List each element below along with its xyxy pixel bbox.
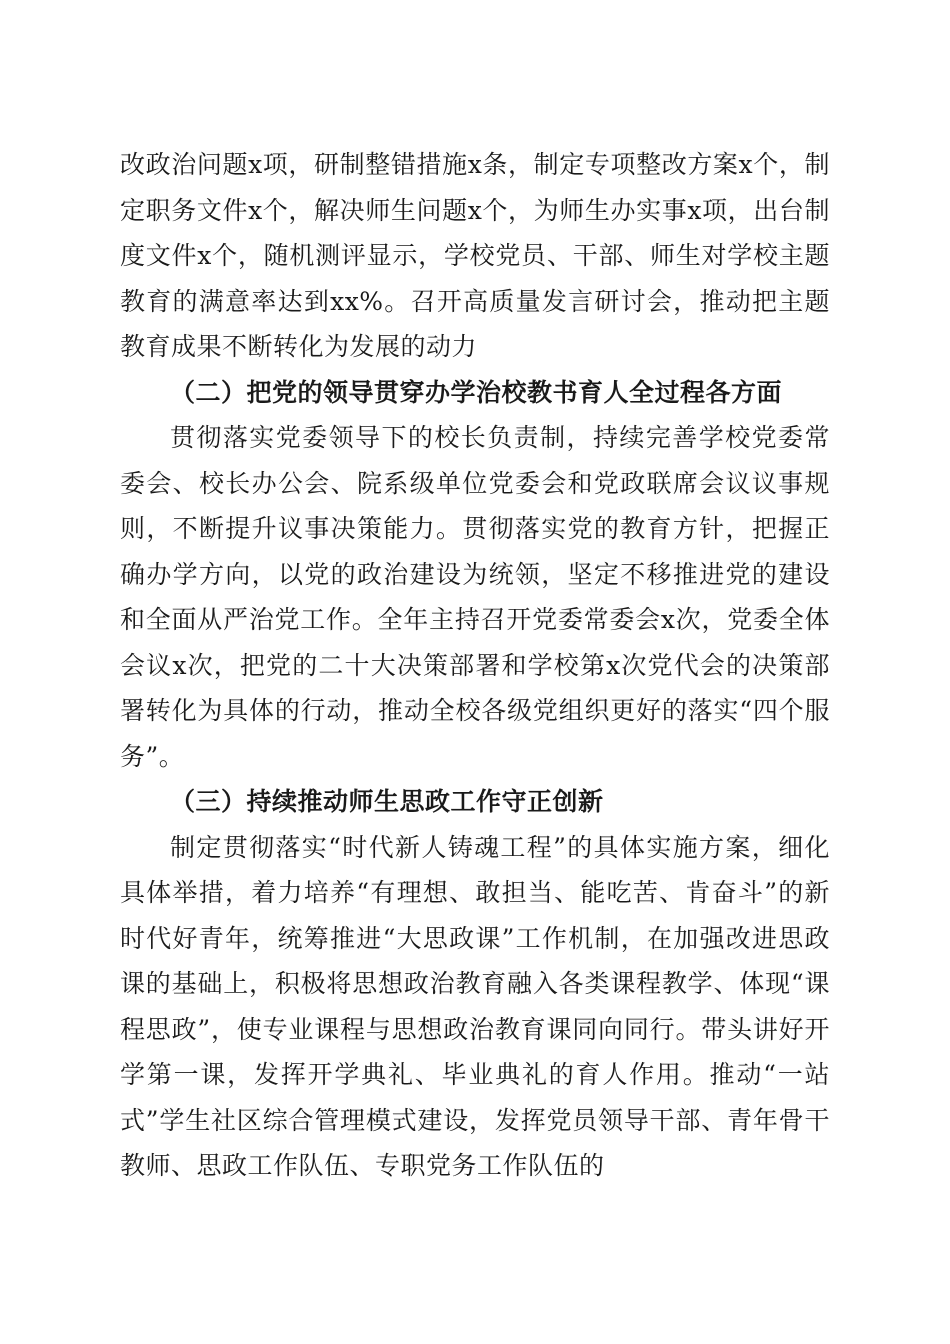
section-heading-2: （二）把党的领导贯穿办学治校教书育人全过程各方面 [170, 377, 783, 407]
paragraph-party-leadership: 贯彻落实党委领导下的校长负责制，持续完善学校党委常委会、校长办公会、院系级单位党委会和党政联席会议议事规则，不断提升议事决策能力。贯彻落实党的教育方针，把握正确办学方向，以党的政治建设为统领，坚定不移推进党的建设和全面从严治党工作。全年主持召开党委常委会x次，党委全体会议x次，把党的二十大决策部署和学校第x次党代会的决策部署转化为具体的行动，推动全校各级党组织更好的落实“四个服务”。 [120, 423, 830, 771]
paragraph-ideological-work: 制定贯彻落实“时代新人铸魂工程”的具体实施方案，细化具体举措，着力培养“有理想、敢担当、能吃苦、肯奋斗”的新时代好青年，统筹推进“大思政课”工作机制，在加强改进思政课的基础上，积极将思想政治教育融入各类课程教学、体现“课程思政”，使专业课程与思想政治教育课同向同行。带头讲好开学第一课，发挥开学典礼、毕业典礼的育人作用。推动“一站式”学生社区综合管理模式建设，发挥党员领导干部、青年骨干教师、思政工作队伍、专职党务工作队伍的 [120, 832, 830, 1180]
paragraph-continuation: 改政治问题x项，研制整错措施x条，制定专项整改方案x个，制定职务文件x个，解决师生问题x个，为师生办实事x项，出台制度文件x个，随机测评显示，学校党员、干部、师生对学校主题教育的满意率达到xx%。召开高质量发言研讨会，推动把主题教育成果不断转化为发展的动力 [120, 150, 830, 361]
document-body [120, 142, 830, 1189]
section-heading-3: （三）持续推动师生思政工作守正创新 [170, 787, 604, 816]
